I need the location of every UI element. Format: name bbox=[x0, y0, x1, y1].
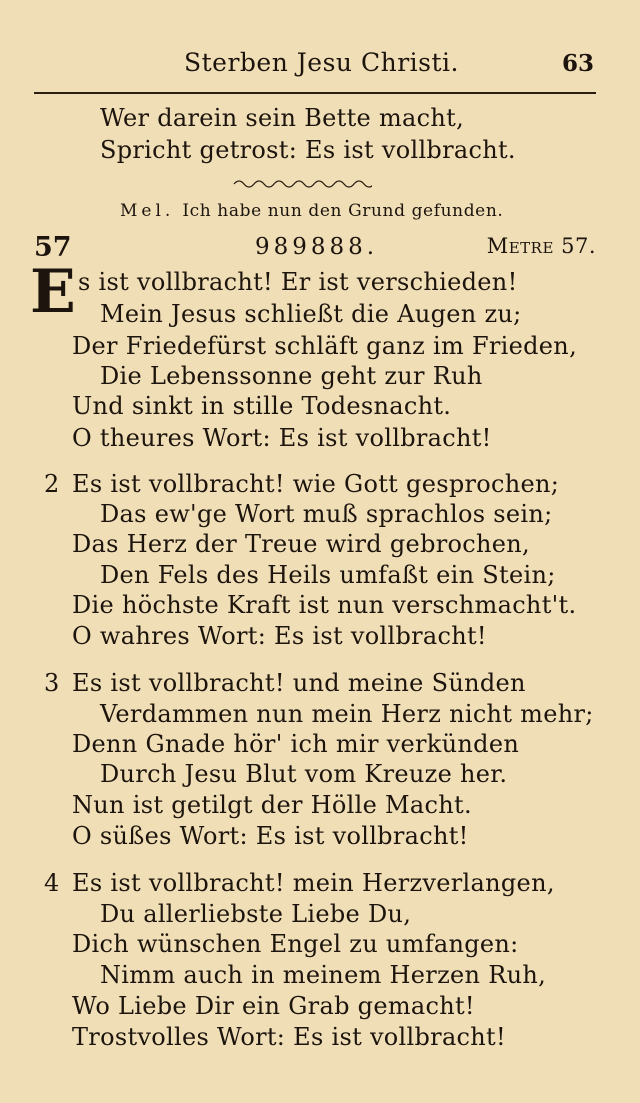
verse-line: Du allerliebste Liebe Du, bbox=[100, 900, 412, 928]
verse-line: Es ist vollbracht! wie Gott gesprochen; bbox=[72, 470, 560, 498]
melody-line bbox=[120, 201, 503, 221]
page-number: 63 bbox=[561, 50, 594, 77]
verse-line: Durch Jesu Blut vom Kreuze her. bbox=[100, 760, 508, 788]
verse-line: Den Fels des Heils umfaßt ein Stein; bbox=[100, 561, 556, 589]
verse-line: Wo Liebe Dir ein Grab gemacht! bbox=[72, 992, 475, 1020]
verse-line: Trostvolles Wort: Es ist vollbracht! bbox=[72, 1023, 506, 1051]
verse-line: Denn Gnade hör' ich mir verkünden bbox=[72, 730, 520, 758]
verse-line: Es ist vollbracht! und meine Sünden bbox=[72, 669, 526, 697]
verse-line: Die Lebenssonne geht zur Ruh bbox=[100, 362, 483, 390]
verse-line: Dich wünschen Engel zu umfangen: bbox=[72, 930, 519, 958]
verse-line: Das ew'ge Wort muß sprachlos sein; bbox=[100, 500, 553, 528]
melody-label: Mel. bbox=[120, 201, 175, 221]
verse-line: O wahres Wort: Es ist vollbracht! bbox=[72, 622, 487, 650]
verse-line: O theures Wort: Es ist vollbracht! bbox=[72, 424, 492, 452]
verse-line: Nun ist getilgt der Hölle Macht. bbox=[72, 791, 472, 819]
metre-numbers: 989888. bbox=[255, 234, 379, 260]
ornament-divider bbox=[232, 176, 372, 190]
verse-line: Und sinkt in stille Todesnacht. bbox=[72, 392, 452, 420]
stanza-number: 4 bbox=[44, 869, 60, 897]
melody-text: Ich habe nun den Grund gefunden. bbox=[182, 201, 504, 221]
drop-cap: E bbox=[30, 257, 76, 327]
verse-line: Es ist vollbracht! mein Herzverlangen, bbox=[72, 869, 555, 897]
hymn-number: 57 bbox=[34, 232, 72, 263]
stanza-number: 2 bbox=[44, 470, 60, 498]
header-rule bbox=[34, 92, 596, 94]
metre-label: Metre 57. bbox=[486, 234, 596, 258]
verse-line: Die höchste Kraft ist nun verschmacht't. bbox=[72, 591, 577, 619]
carryover-line: Spricht getrost: Es ist vollbracht. bbox=[100, 136, 516, 164]
verse-line: O süßes Wort: Es ist vollbracht! bbox=[72, 822, 469, 850]
carryover-line: Wer darein sein Bette macht, bbox=[100, 104, 465, 132]
verse-line: Verdammen nun mein Herz nicht mehr; bbox=[100, 700, 594, 728]
verse-line: s ist vollbracht! Er ist verschieden! bbox=[78, 268, 518, 296]
stanza-number: 3 bbox=[44, 669, 60, 697]
verse-line: Mein Jesus schließt die Augen zu; bbox=[100, 300, 522, 328]
verse-line: Nimm auch in meinem Herzen Ruh, bbox=[100, 961, 547, 989]
verse-line: Das Herz der Treue wird gebrochen, bbox=[72, 530, 530, 558]
page-header bbox=[34, 48, 596, 80]
running-title: Sterben Jesu Christi. bbox=[184, 48, 459, 77]
verse-line: Der Friedefürst schläft ganz im Frieden, bbox=[72, 332, 577, 360]
